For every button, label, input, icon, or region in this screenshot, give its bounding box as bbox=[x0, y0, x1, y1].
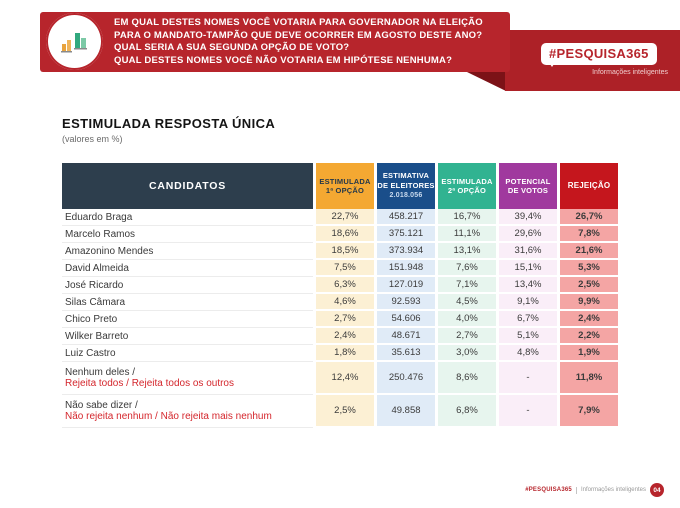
footer-tagline: Informações inteligentes bbox=[580, 487, 646, 493]
candidate-name bbox=[62, 243, 313, 260]
column-header-sublabel: 2.018.056 bbox=[389, 192, 423, 200]
column-header-label: ESTIMULADA bbox=[441, 176, 493, 186]
estimulada-1-value: 4,6% bbox=[316, 294, 374, 311]
column-header-label: POTENCIAL bbox=[505, 176, 551, 186]
estimulada-2-value: 13,1% bbox=[438, 243, 496, 260]
results-table bbox=[62, 163, 618, 428]
rejeicao-value: 9,9% bbox=[560, 294, 618, 311]
rejeicao-value: 11,8% bbox=[560, 362, 618, 395]
candidate-name-line: Silas Câmara bbox=[65, 296, 126, 308]
potencial-value: 15,1% bbox=[499, 260, 557, 277]
estimulada-2-value: 7,1% bbox=[438, 277, 496, 294]
table-row bbox=[62, 209, 618, 226]
rejeicao-value: 5,3% bbox=[560, 260, 618, 277]
candidate-name-line: Luiz Castro bbox=[65, 347, 116, 359]
footer bbox=[525, 483, 664, 497]
table-body bbox=[62, 209, 618, 428]
estimulada-1-value: 2,5% bbox=[316, 395, 374, 428]
candidate-name-line: Eduardo Braga bbox=[65, 211, 133, 223]
eleitores-value: 92.593 bbox=[377, 294, 435, 311]
rejeicao-value: 7,9% bbox=[560, 395, 618, 428]
table-row bbox=[62, 294, 618, 311]
table-header bbox=[62, 163, 618, 209]
eleitores-value: 127.019 bbox=[377, 277, 435, 294]
column-header-label: CANDIDATOS bbox=[148, 180, 227, 192]
rejeicao-value: 21,6% bbox=[560, 243, 618, 260]
section-title: ESTIMULADA RESPOSTA ÚNICA bbox=[62, 116, 276, 131]
question-line: QUAL DESTES NOMES VOCÊ NÃO VOTARIA EM HIPÓTESE NENHUMA? bbox=[114, 54, 453, 66]
potencial-value: 39,4% bbox=[499, 209, 557, 226]
column-header-label: DE VOTOS bbox=[507, 186, 549, 195]
estimulada-1-value: 2,7% bbox=[316, 311, 374, 328]
candidate-name-line: Marcelo Ramos bbox=[65, 228, 136, 240]
estimulada-1-value: 18,5% bbox=[316, 243, 374, 260]
question-line: QUAL SERIA A SUA SEGUNDA OPÇÃO DE VOTO? bbox=[114, 42, 350, 53]
estimulada-1-value: 7,5% bbox=[316, 260, 374, 277]
potencial-value: 29,6% bbox=[499, 226, 557, 243]
candidate-name bbox=[62, 328, 313, 345]
table-row bbox=[62, 362, 618, 395]
page-number-badge: 04 bbox=[650, 483, 664, 497]
footer-brand: #PESQUISA365 bbox=[525, 487, 572, 493]
eleitores-value: 458.217 bbox=[377, 209, 435, 226]
question-banner bbox=[40, 12, 510, 72]
question-line: EM QUAL DESTES NOMES VOCÊ VOTARIA PARA GOVERNADOR NA ELEIÇÃO bbox=[114, 17, 483, 28]
candidate-name bbox=[62, 395, 313, 428]
candidate-name bbox=[62, 260, 313, 277]
estimulada-1-value: 18,6% bbox=[316, 226, 374, 243]
candidate-name-line: Chico Preto bbox=[65, 313, 118, 325]
table-row bbox=[62, 243, 618, 260]
candidate-name-line: David Almeida bbox=[65, 262, 129, 274]
candidate-name bbox=[62, 277, 313, 294]
candidate-name-subline: Rejeita todos / Rejeita todos os outros bbox=[65, 378, 234, 389]
column-header-label: DE ELEITORES bbox=[377, 180, 435, 190]
table-row bbox=[62, 277, 618, 294]
candidate-name-line: Não sabe dizer / bbox=[65, 400, 138, 411]
candidate-name bbox=[62, 311, 313, 328]
bar-chart-icon bbox=[60, 29, 90, 55]
ribbon-fold bbox=[467, 72, 506, 91]
rejeicao-value: 2,2% bbox=[560, 328, 618, 345]
eleitores-value: 373.934 bbox=[377, 243, 435, 260]
potencial-value: 31,6% bbox=[499, 243, 557, 260]
question-line: PARA O MANDATO-TAMPÃO QUE DEVE OCORRER EM AGOSTO DESTE ANO? bbox=[114, 29, 483, 41]
eleitores-value: 375.121 bbox=[377, 226, 435, 243]
potencial-value: 13,4% bbox=[499, 277, 557, 294]
eleitores-value: 151.948 bbox=[377, 260, 435, 277]
estimulada-1-value: 22,7% bbox=[316, 209, 374, 226]
candidate-name-line: Wilker Barreto bbox=[65, 330, 129, 342]
candidate-name-line: Amazonino Mendes bbox=[65, 245, 154, 257]
candidate-name bbox=[62, 294, 313, 311]
rejeicao-value: 2,4% bbox=[560, 311, 618, 328]
brand-label: #PESQUISA365 bbox=[549, 46, 649, 61]
potencial-value: 6,7% bbox=[499, 311, 557, 328]
rejeicao-value: 7,8% bbox=[560, 226, 618, 243]
brand-ribbon bbox=[505, 30, 680, 91]
table-row bbox=[62, 260, 618, 277]
rejeicao-value: 1,9% bbox=[560, 345, 618, 362]
estimulada-1-value: 1,8% bbox=[316, 345, 374, 362]
column-header-candidatos bbox=[62, 163, 313, 209]
candidate-name bbox=[62, 209, 313, 226]
estimulada-1-value: 12,4% bbox=[316, 362, 374, 395]
rejeicao-value: 2,5% bbox=[560, 277, 618, 294]
estimulada-2-value: 8,6% bbox=[438, 362, 496, 395]
column-header-label: 2ª OPÇÃO bbox=[447, 186, 487, 195]
estimulada-1-value: 6,3% bbox=[316, 277, 374, 294]
eleitores-value: 250.476 bbox=[377, 362, 435, 395]
eleitores-value: 35.613 bbox=[377, 345, 435, 362]
eleitores-value: 48.671 bbox=[377, 328, 435, 345]
footer-divider bbox=[576, 487, 577, 494]
column-header-estimulada-2 bbox=[438, 163, 496, 209]
column-header-estimulada-1 bbox=[316, 163, 374, 209]
estimulada-2-value: 4,5% bbox=[438, 294, 496, 311]
column-header-label: ESTIMATIVA bbox=[382, 171, 430, 181]
candidate-name bbox=[62, 226, 313, 243]
candidate-name-subline: Não rejeita nenhum / Não rejeita mais nenhum bbox=[65, 411, 272, 422]
candidate-name bbox=[62, 345, 313, 362]
rejeicao-value: 26,7% bbox=[560, 209, 618, 226]
potencial-value: 4,8% bbox=[499, 345, 557, 362]
column-header-rejeicao bbox=[560, 163, 618, 209]
potencial-value: - bbox=[499, 395, 557, 428]
estimulada-2-value: 3,0% bbox=[438, 345, 496, 362]
table-row bbox=[62, 328, 618, 345]
column-header-label: ESTIMULADA bbox=[319, 176, 371, 186]
estimulada-1-value: 2,4% bbox=[316, 328, 374, 345]
eleitores-value: 54.606 bbox=[377, 311, 435, 328]
estimulada-2-value: 6,8% bbox=[438, 395, 496, 428]
section-subtitle: (valores em %) bbox=[62, 134, 123, 144]
estimulada-2-value: 11,1% bbox=[438, 226, 496, 243]
question-text bbox=[114, 17, 504, 67]
brand-bubble bbox=[541, 43, 657, 65]
candidate-name-line: Nenhum deles / bbox=[65, 367, 136, 378]
estimulada-2-value: 2,7% bbox=[438, 328, 496, 345]
estimulada-2-value: 4,0% bbox=[438, 311, 496, 328]
eleitores-value: 49.858 bbox=[377, 395, 435, 428]
column-header-label: 1ª OPÇÃO bbox=[325, 186, 365, 195]
potencial-value: 5,1% bbox=[499, 328, 557, 345]
candidate-name bbox=[62, 362, 313, 395]
table-row bbox=[62, 395, 618, 428]
logo-badge bbox=[46, 13, 103, 70]
column-header-eleitores bbox=[377, 163, 435, 209]
potencial-value: - bbox=[499, 362, 557, 395]
estimulada-2-value: 7,6% bbox=[438, 260, 496, 277]
potencial-value: 9,1% bbox=[499, 294, 557, 311]
estimulada-2-value: 16,7% bbox=[438, 209, 496, 226]
table-row bbox=[62, 345, 618, 362]
candidate-name-line: José Ricardo bbox=[65, 279, 124, 291]
table-row bbox=[62, 311, 618, 328]
brand-tagline: Informações inteligentes bbox=[592, 69, 668, 76]
column-header-potencial bbox=[499, 163, 557, 209]
column-header-label: REJEIÇÃO bbox=[567, 181, 611, 191]
table-row bbox=[62, 226, 618, 243]
